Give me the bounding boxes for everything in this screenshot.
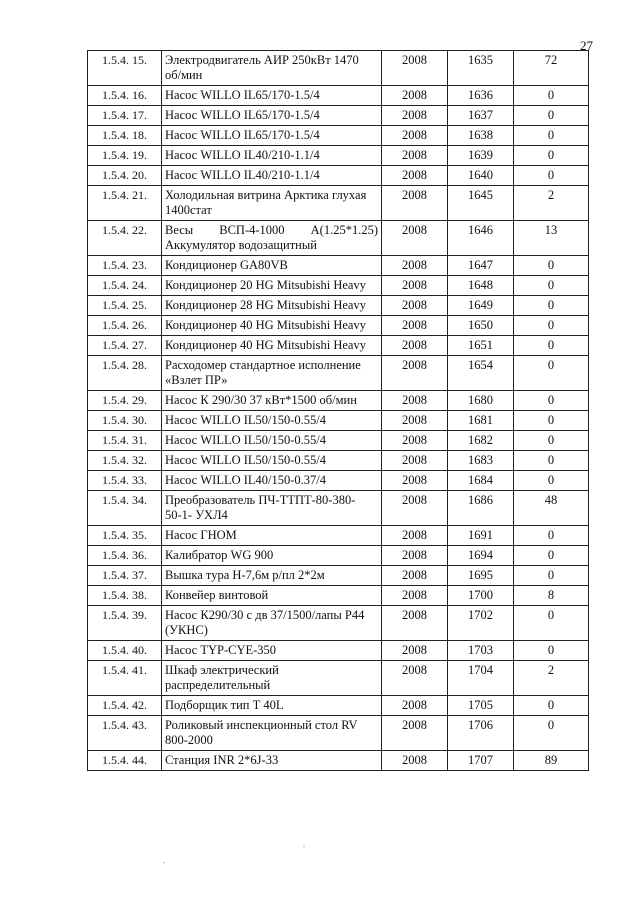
item-number: 1.5.4. 17. [88, 106, 162, 126]
item-year: 2008 [382, 166, 448, 186]
item-name-line: Насос WILLO IL40/210-1.1/4 [165, 148, 320, 162]
item-value: 0 [514, 356, 589, 391]
inventory-number: 1700 [448, 586, 514, 606]
item-number: 1.5.4. 42. [88, 696, 162, 716]
item-name-line: Насос WILLO IL65/170-1.5/4 [165, 88, 320, 102]
table-row [88, 256, 589, 276]
item-name-line: Насос WILLO IL40/210-1.1/4 [165, 168, 320, 182]
inventory-number: 1702 [448, 606, 514, 641]
item-year: 2008 [382, 451, 448, 471]
item-name-line: Насос ГНОМ [165, 528, 237, 542]
item-value: 0 [514, 716, 589, 751]
item-year: 2008 [382, 51, 448, 86]
item-number: 1.5.4. 39. [88, 606, 162, 641]
item-name [162, 751, 382, 771]
table-row [88, 166, 589, 186]
page-number: 27 [580, 38, 593, 53]
item-name-line: Насос К290/30 с дв 37/1500/лапы Р44 [165, 608, 365, 622]
item-value: 0 [514, 546, 589, 566]
item-value: 89 [514, 751, 589, 771]
item-value: 0 [514, 106, 589, 126]
inventory-table-body [88, 51, 589, 771]
inventory-number: 1649 [448, 296, 514, 316]
item-name-line: Кондиционер 20 HG Mitsubishi Heavy [165, 278, 366, 292]
inventory-number: 1635 [448, 51, 514, 86]
inventory-number: 1694 [448, 546, 514, 566]
item-name-line: распределительный [165, 678, 271, 692]
item-name-line: Кондиционер 40 HG Mitsubishi Heavy [165, 338, 366, 352]
item-name-line: Станция INR 2*6J-33 [165, 753, 279, 767]
item-year: 2008 [382, 491, 448, 526]
item-year: 2008 [382, 411, 448, 431]
table-row [88, 661, 589, 696]
table-row [88, 186, 589, 221]
item-name-line: Насос К 290/30 37 кВт*1500 об/мин [165, 393, 357, 407]
item-year: 2008 [382, 221, 448, 256]
item-name-line: Электродвигатель АИР 250кВт 1470 [165, 53, 359, 67]
item-name [162, 146, 382, 166]
item-name-line: Насос WILLO IL50/150-0.55/4 [165, 433, 327, 447]
item-number: 1.5.4. 43. [88, 716, 162, 751]
item-name-line: Конвейер винтовой [165, 588, 269, 602]
item-name [162, 431, 382, 451]
item-name [162, 471, 382, 491]
item-name-line: Насос TYP-CYE-350 [165, 643, 277, 657]
item-year: 2008 [382, 471, 448, 491]
table-row [88, 221, 589, 256]
item-name-line: Подборщик тип Т 40L [165, 698, 284, 712]
item-value: 0 [514, 411, 589, 431]
item-year: 2008 [382, 696, 448, 716]
inventory-number: 1636 [448, 86, 514, 106]
item-name [162, 451, 382, 471]
inventory-number: 1682 [448, 431, 514, 451]
inventory-number: 1646 [448, 221, 514, 256]
item-name [162, 296, 382, 316]
item-name [162, 86, 382, 106]
item-name-line: Роликовый инспекционный стол RV [165, 718, 358, 732]
item-year: 2008 [382, 716, 448, 751]
table-row [88, 126, 589, 146]
item-number: 1.5.4. 22. [88, 221, 162, 256]
inventory-number: 1650 [448, 316, 514, 336]
table-row [88, 391, 589, 411]
item-name [162, 256, 382, 276]
item-name-line: Аккумулятор водозащитный [165, 238, 317, 252]
table-row [88, 106, 589, 126]
inventory-number: 1640 [448, 166, 514, 186]
item-year: 2008 [382, 316, 448, 336]
table-row [88, 546, 589, 566]
item-name [162, 126, 382, 146]
table-row [88, 586, 589, 606]
item-number: 1.5.4. 30. [88, 411, 162, 431]
item-year: 2008 [382, 336, 448, 356]
inventory-number: 1703 [448, 641, 514, 661]
table-row [88, 696, 589, 716]
item-value: 0 [514, 146, 589, 166]
item-name-line: 800-2000 [165, 733, 213, 747]
item-name [162, 356, 382, 391]
item-name [162, 316, 382, 336]
item-year: 2008 [382, 431, 448, 451]
item-name-line: Насос WILLO IL50/150-0.55/4 [165, 453, 327, 467]
item-name [162, 491, 382, 526]
item-name-line: об/мин [165, 68, 203, 82]
item-number: 1.5.4. 33. [88, 471, 162, 491]
inventory-number: 1680 [448, 391, 514, 411]
item-value: 0 [514, 431, 589, 451]
inventory-number: 1691 [448, 526, 514, 546]
item-name-line: Преобразователь ПЧ-ТТПТ-80-380- [165, 493, 356, 507]
inventory-number: 1645 [448, 186, 514, 221]
item-value: 0 [514, 256, 589, 276]
item-name-line: Шкаф электрический [165, 663, 279, 677]
item-name [162, 526, 382, 546]
item-name-line: Насос WILLO IL40/150-0.37/4 [165, 473, 327, 487]
item-name-line: Кондиционер 28 HG Mitsubishi Heavy [165, 298, 366, 312]
item-number: 1.5.4. 37. [88, 566, 162, 586]
item-value: 0 [514, 276, 589, 296]
item-value: 2 [514, 661, 589, 696]
item-value: 13 [514, 221, 589, 256]
item-value: 2 [514, 186, 589, 221]
item-number: 1.5.4. 38. [88, 586, 162, 606]
inventory-number: 1638 [448, 126, 514, 146]
item-number: 1.5.4. 29. [88, 391, 162, 411]
item-value: 0 [514, 451, 589, 471]
inventory-number: 1684 [448, 471, 514, 491]
item-number: 1.5.4. 19. [88, 146, 162, 166]
item-number: 1.5.4. 27. [88, 336, 162, 356]
item-number: 1.5.4. 34. [88, 491, 162, 526]
item-number: 1.5.4. 15. [88, 51, 162, 86]
item-number: 1.5.4. 36. [88, 546, 162, 566]
item-name [162, 411, 382, 431]
inventory-number: 1704 [448, 661, 514, 696]
inventory-number: 1686 [448, 491, 514, 526]
item-year: 2008 [382, 751, 448, 771]
item-name [162, 336, 382, 356]
item-year: 2008 [382, 641, 448, 661]
item-year: 2008 [382, 586, 448, 606]
item-name [162, 186, 382, 221]
table-row [88, 751, 589, 771]
table-row [88, 491, 589, 526]
item-name [162, 51, 382, 86]
table-row [88, 336, 589, 356]
item-year: 2008 [382, 186, 448, 221]
item-year: 2008 [382, 391, 448, 411]
inventory-number: 1683 [448, 451, 514, 471]
table-row [88, 641, 589, 661]
item-name-line: Кондиционер GA80VB [165, 258, 288, 272]
item-value: 72 [514, 51, 589, 86]
item-number: 1.5.4. 44. [88, 751, 162, 771]
item-name [162, 566, 382, 586]
item-value: 0 [514, 696, 589, 716]
inventory-number: 1695 [448, 566, 514, 586]
item-value: 0 [514, 336, 589, 356]
table-row [88, 316, 589, 336]
item-value: 0 [514, 566, 589, 586]
scan-artifact [163, 862, 165, 863]
item-number: 1.5.4. 40. [88, 641, 162, 661]
item-year: 2008 [382, 296, 448, 316]
item-value: 0 [514, 641, 589, 661]
item-number: 1.5.4. 41. [88, 661, 162, 696]
scan-artifact [303, 846, 305, 847]
item-year: 2008 [382, 86, 448, 106]
item-year: 2008 [382, 566, 448, 586]
item-value: 0 [514, 526, 589, 546]
item-value: 8 [514, 586, 589, 606]
item-name-line: Холодильная витрина Арктика глухая [165, 188, 367, 202]
item-year: 2008 [382, 546, 448, 566]
item-year: 2008 [382, 661, 448, 696]
item-value: 0 [514, 166, 589, 186]
item-number: 1.5.4. 16. [88, 86, 162, 106]
inventory-number: 1705 [448, 696, 514, 716]
table-row [88, 411, 589, 431]
item-name-line: Кондиционер 40 HG Mitsubishi Heavy [165, 318, 366, 332]
table-row [88, 51, 589, 86]
item-number: 1.5.4. 35. [88, 526, 162, 546]
table-row [88, 606, 589, 641]
item-name [162, 106, 382, 126]
table-row [88, 276, 589, 296]
inventory-number: 1637 [448, 106, 514, 126]
item-value: 0 [514, 296, 589, 316]
item-number: 1.5.4. 31. [88, 431, 162, 451]
table-row [88, 356, 589, 391]
item-value: 0 [514, 316, 589, 336]
item-name-line: 50-1- УХЛ4 [165, 508, 228, 522]
item-number: 1.5.4. 24. [88, 276, 162, 296]
table-row [88, 451, 589, 471]
item-year: 2008 [382, 256, 448, 276]
inventory-number: 1707 [448, 751, 514, 771]
item-number: 1.5.4. 23. [88, 256, 162, 276]
item-number: 1.5.4. 18. [88, 126, 162, 146]
item-name-line: (УКНС) [165, 623, 208, 637]
item-name-line: Весы ВСП-4-1000 А(1.25*1.25) [165, 223, 378, 237]
item-name [162, 546, 382, 566]
item-number: 1.5.4. 26. [88, 316, 162, 336]
item-name-line: Насос WILLO IL50/150-0.55/4 [165, 413, 327, 427]
item-year: 2008 [382, 126, 448, 146]
inventory-number: 1706 [448, 716, 514, 751]
item-value: 48 [514, 491, 589, 526]
item-value: 0 [514, 86, 589, 106]
item-name [162, 586, 382, 606]
table-row [88, 296, 589, 316]
item-name [162, 661, 382, 696]
table-row [88, 471, 589, 491]
item-year: 2008 [382, 526, 448, 546]
item-value: 0 [514, 471, 589, 491]
item-number: 1.5.4. 21. [88, 186, 162, 221]
table-row [88, 431, 589, 451]
item-year: 2008 [382, 606, 448, 641]
item-name-line: «Взлет ПР» [165, 373, 228, 387]
item-year: 2008 [382, 106, 448, 126]
inventory-number: 1654 [448, 356, 514, 391]
item-number: 1.5.4. 25. [88, 296, 162, 316]
table-row [88, 566, 589, 586]
item-name-line: Насос WILLO IL65/170-1.5/4 [165, 108, 320, 122]
item-year: 2008 [382, 146, 448, 166]
inventory-number: 1647 [448, 256, 514, 276]
item-name [162, 391, 382, 411]
item-year: 2008 [382, 276, 448, 296]
item-name-line: Насос WILLO IL65/170-1.5/4 [165, 128, 320, 142]
item-name [162, 276, 382, 296]
item-name-line: Калибратор WG 900 [165, 548, 274, 562]
item-value: 0 [514, 391, 589, 411]
item-name-line: 1400стат [165, 203, 212, 217]
item-name [162, 221, 382, 256]
item-name [162, 166, 382, 186]
item-year: 2008 [382, 356, 448, 391]
item-value: 0 [514, 606, 589, 641]
item-name-line: Вышка тура Н-7,6м р/пл 2*2м [165, 568, 325, 582]
table-row [88, 146, 589, 166]
table-row [88, 86, 589, 106]
item-name-line: Расходомер стандартное исполнение [165, 358, 361, 372]
item-number: 1.5.4. 28. [88, 356, 162, 391]
item-name [162, 696, 382, 716]
item-number: 1.5.4. 20. [88, 166, 162, 186]
inventory-table [87, 50, 589, 771]
item-name [162, 641, 382, 661]
inventory-number: 1648 [448, 276, 514, 296]
inventory-number: 1651 [448, 336, 514, 356]
table-row [88, 716, 589, 751]
item-name [162, 716, 382, 751]
table-row [88, 526, 589, 546]
inventory-number: 1639 [448, 146, 514, 166]
inventory-number: 1681 [448, 411, 514, 431]
item-name [162, 606, 382, 641]
item-number: 1.5.4. 32. [88, 451, 162, 471]
item-value: 0 [514, 126, 589, 146]
